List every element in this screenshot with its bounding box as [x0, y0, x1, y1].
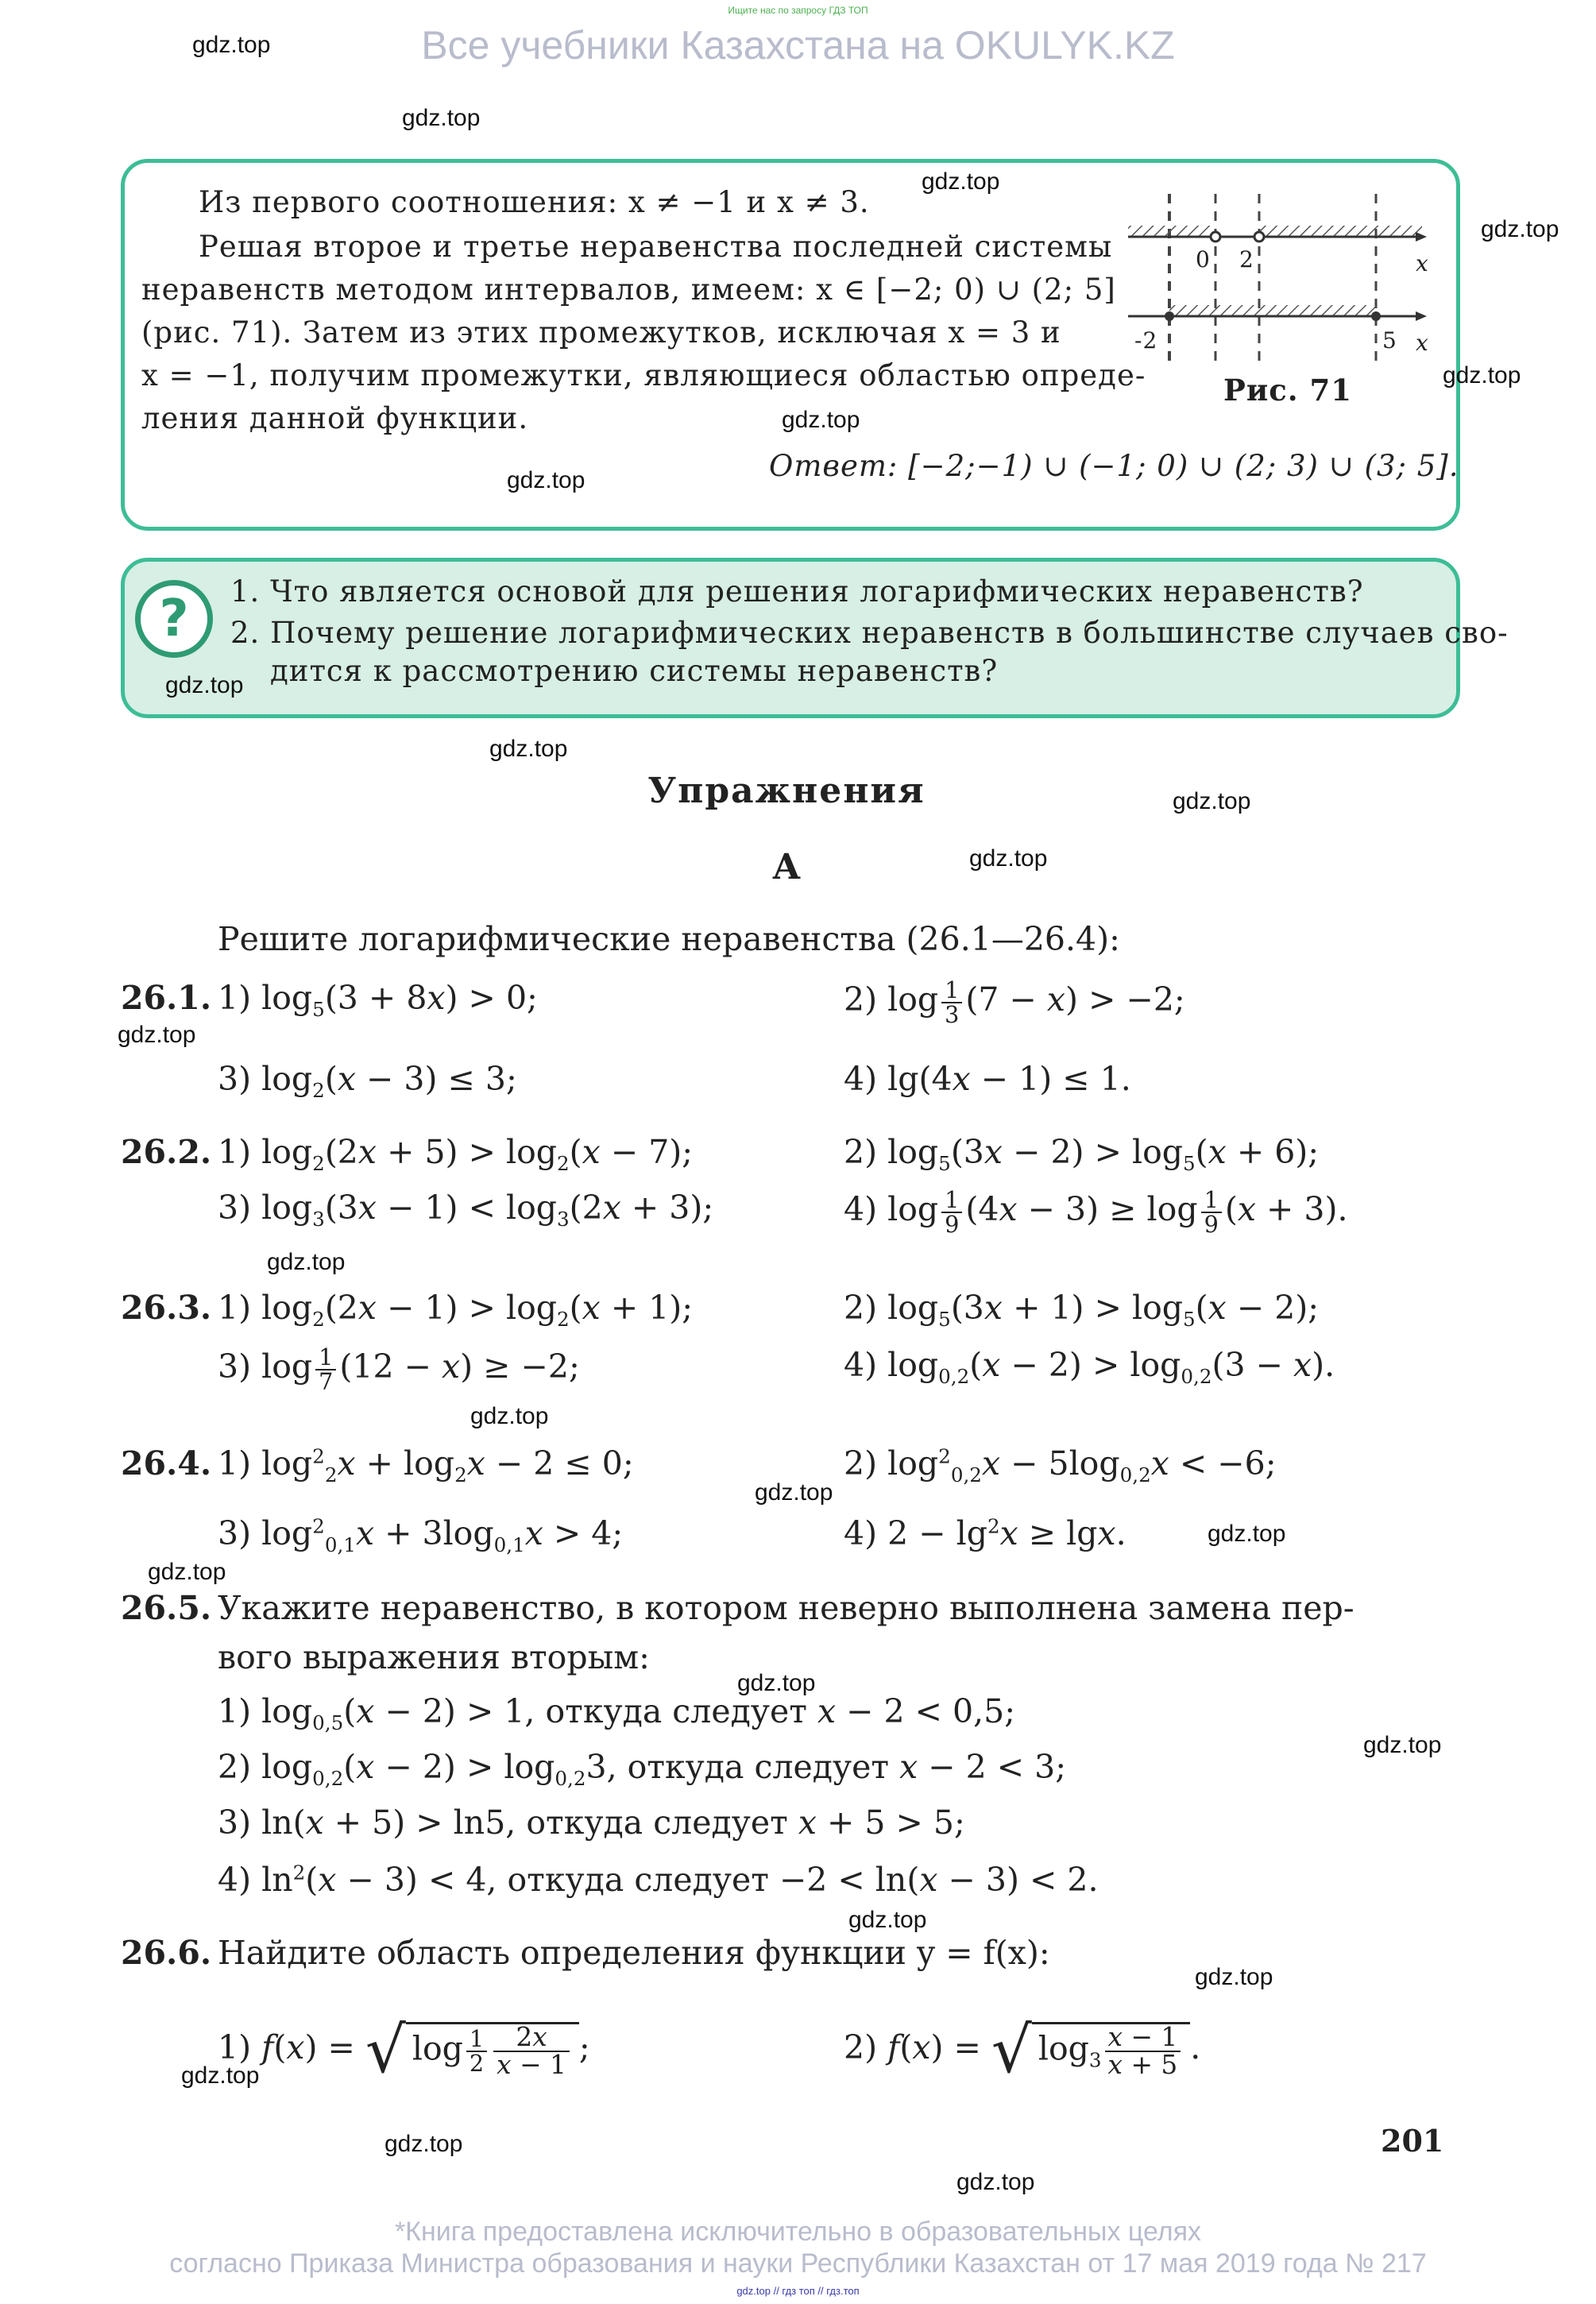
ex-26-6-item-1: 1) f(x) = √ log $\frac{1}{2}$ $\frac{2x}{x - 1}$ ; — [218, 2013, 590, 2087]
ex-26-2-item-4: 4) log $\frac{1}{9}$ (4x − 3) ≥ log $\frac{1}{9}$ (x + 3). — [844, 1186, 1348, 1238]
watermark: gdz.top — [118, 1022, 196, 1048]
solution-line-1: Из первого соотношения: x ≠ −1 и x ≠ 3. — [199, 185, 870, 219]
ex-26-2-item-2: 2) $\log_5(3x - 2) > \log_5(x + 6)$; — [844, 1133, 1320, 1176]
watermark: gdz.top — [148, 1559, 226, 1585]
solution-line-6: ления данной функции. — [141, 401, 529, 435]
exercise-26-6: 26.6. — [121, 1934, 212, 1972]
ex-26-2-item-1: 1) $\log_2(2x + 5) > \log_2(x - 7)$; — [218, 1133, 694, 1176]
ex-26-3-item-1: 1) $\log_2(2x - 1) > \log_2(x + 1)$; — [218, 1289, 694, 1332]
question-mark-icon: ? — [135, 580, 213, 658]
exercise-26-4: 26.4. — [121, 1444, 212, 1483]
ex-26-5-item-4: 4) $\ln^2(x - 3) < 4$, откуда следует −2 < ln(x − 3) < 2. — [218, 1861, 1099, 1899]
watermark: gdz.top — [181, 2062, 260, 2089]
watermark: gdz.top — [1481, 216, 1559, 242]
watermark: gdz.top — [1173, 788, 1251, 814]
watermark: gdz.top — [1443, 362, 1521, 389]
ex-26-5-item-1: 1) $\log_{0,5}(x - 2) > 1$, откуда следует x − 2 < 0,5; — [218, 1692, 1016, 1735]
ex-26-4-item-4: 4) $2 - \lg^2x \ge \lg x$. — [844, 1514, 1126, 1552]
instruction: Решите логарифмические неравенства (26.1—26.4): — [218, 920, 1120, 958]
ex-26-5-text-1: Укажите неравенство, в котором неверно выполнена замена пер- — [218, 1589, 1354, 1627]
top-note: Ищите нас по запросу ГДЗ ТОП — [728, 5, 868, 16]
solution-line-3: неравенств методом интервалов, имеем: x ∈ [−2; 0) ∪ (2; 5] — [141, 273, 1116, 307]
question-2a: 2. Почему решение логарифмических неравенств в большинстве случаев сво- — [230, 616, 1509, 650]
exercise-26-2: 26.2. — [121, 1133, 212, 1171]
figure-caption: Рис. 71 — [1223, 373, 1353, 408]
header-title: Все учебники Казахстана на OKULYK.KZ — [421, 23, 1175, 68]
ex-26-3-item-3: 3) log $\frac{1}{7}$ (12 − x) ≥ −2; — [218, 1343, 580, 1395]
watermark: gdz.top — [1195, 1964, 1273, 1990]
watermark: gdz.top — [402, 105, 481, 131]
fig-label-x1: x — [1416, 250, 1429, 276]
ex-26-6-item-2: 2) f(x) = √ $\log_3$ $\frac{x - 1}{x + 5}$ . — [844, 2013, 1201, 2087]
exercise-26-5: 26.5. — [121, 1589, 212, 1627]
ex-26-3-item-2: 2) $\log_5(3x + 1) > \log_5(x - 2)$; — [844, 1289, 1320, 1332]
tiny-footer: gdz.top // гдз топ // гдз.топ — [736, 2285, 860, 2297]
watermark: gdz.top — [267, 1249, 346, 1275]
ex-26-6-text: Найдите область определения функции y = f(x): — [218, 1934, 1050, 1972]
ex-26-1-item-4: 4) lg(4x − 1) ≤ 1. — [844, 1060, 1131, 1098]
number-line-figure — [1128, 194, 1446, 361]
solution-line-2: Решая второе и третье неравенства последней системы — [199, 230, 1113, 264]
ex-26-3-item-4: 4) $\log_{0,2}(x - 2) > \log_{0,2}(3 - x)$. — [844, 1346, 1335, 1389]
watermark: gdz.top — [507, 467, 585, 493]
ex-26-5-item-3: 3) ln(x + 5) > ln5, откуда следует x + 5 > 5; — [218, 1803, 965, 1842]
solution-line-4: (рис. 71). Затем из этих промежутков, исключая x = 3 и — [141, 315, 1061, 350]
ex-26-1-item-3: 3) $\log_2(x - 3) \le 3$; — [218, 1060, 517, 1103]
fig-label-5: 5 — [1382, 327, 1397, 354]
question-1: 1. Что является основой для решения логарифмических неравенств? — [230, 574, 1364, 609]
question-2b: дится к рассмотрению системы неравенств? — [270, 654, 999, 688]
watermark: gdz.top — [848, 1907, 927, 1933]
exercise-26-1: 26.1. — [121, 979, 212, 1017]
watermark: gdz.top — [489, 736, 568, 762]
ex-26-5-item-2: 2) $\log_{0,2}(x - 2) > \log_{0,2}3$, откуда следует x − 2 < 3; — [218, 1748, 1067, 1791]
ex-26-4-item-2: 2) $\log^2_{0,2}x - 5\log_{0,2}x < -6$; — [844, 1444, 1277, 1487]
footer-line-1: *Книга предоставлена исключительно в образовательных целях — [394, 2217, 1202, 2247]
level-label: А — [772, 847, 801, 887]
ex-26-5-text-2: вого выражения вторым: — [218, 1638, 650, 1676]
watermark: gdz.top — [969, 845, 1048, 872]
ex-26-4-item-3: 3) $\log^2_{0,1}x + 3\log_{0,1}x > 4$; — [218, 1514, 624, 1557]
watermark: gdz.top — [922, 168, 1000, 195]
solution-answer: Ответ: [−2;−1) ∪ (−1; 0) ∪ (2; 3) ∪ (3; 5]. — [769, 449, 1459, 483]
ex-26-1-item-2: 2) log $\frac{1}{3}$ (7 − x) > −2; — [844, 976, 1185, 1028]
section-title: Упражнения — [647, 771, 926, 811]
watermark: gdz.top — [755, 1479, 833, 1506]
watermark: gdz.top — [956, 2169, 1035, 2195]
watermark: gdz.top — [470, 1403, 549, 1429]
watermark: gdz.top — [1208, 1521, 1286, 1547]
ex-26-4-item-1: 1) $\log^2_2x + \log_2x - 2 \le 0$; — [218, 1444, 634, 1487]
watermark: gdz.top — [165, 672, 244, 698]
fig-label-2: 2 — [1239, 246, 1254, 273]
ex-26-2-item-3: 3) $\log_3(3x - 1) < \log_3(2x + 3)$; — [218, 1189, 714, 1231]
watermark: gdz.top — [192, 32, 271, 58]
ex-26-1-item-1: 1) $\log_5(3 + 8x) > 0$; — [218, 979, 538, 1022]
footer-line-2: согласно Приказа Министра образования и науки Республики Казахстан от 17 мая 2019 года № 217 — [169, 2248, 1427, 2279]
watermark: gdz.top — [737, 1670, 816, 1696]
fig-label-x2: x — [1416, 330, 1429, 356]
exercise-26-3: 26.3. — [121, 1289, 212, 1327]
fig-label-0: 0 — [1196, 246, 1211, 273]
fig-label-minus2: -2 — [1134, 327, 1158, 354]
watermark: gdz.top — [1363, 1732, 1442, 1758]
solution-line-5: x = −1, получим промежутки, являющиеся областью опреде- — [141, 358, 1146, 392]
watermark: gdz.top — [385, 2131, 463, 2157]
page-number: 201 — [1381, 2123, 1444, 2159]
watermark: gdz.top — [782, 407, 860, 433]
